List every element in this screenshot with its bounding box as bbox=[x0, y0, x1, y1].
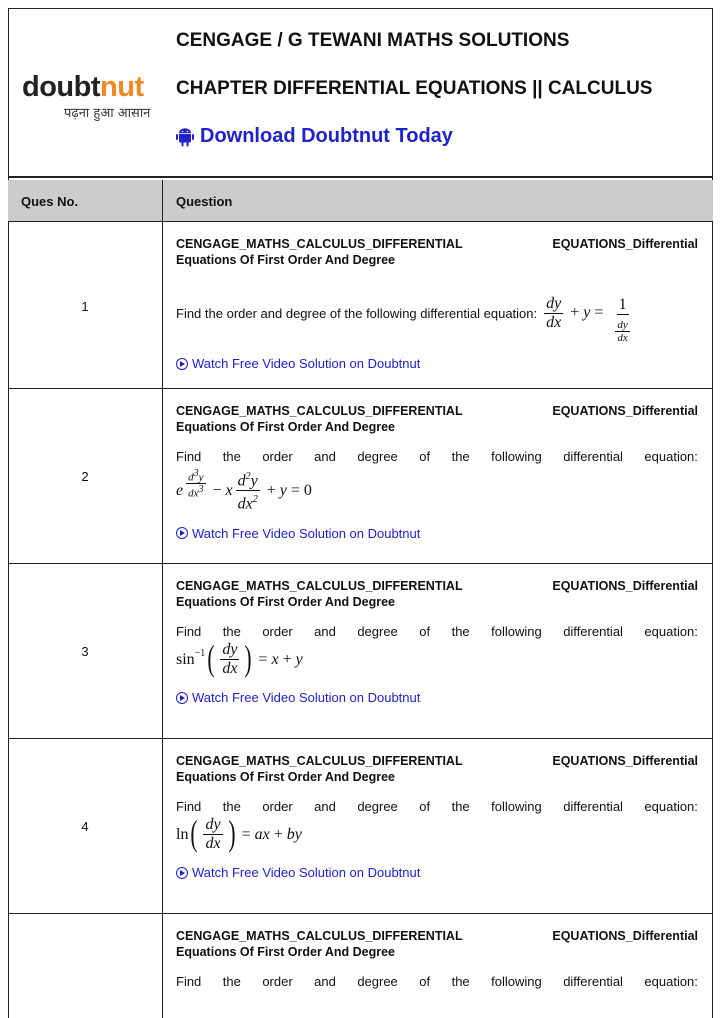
play-icon bbox=[176, 527, 188, 539]
question-number: 1 bbox=[81, 299, 89, 314]
equation: sin $^{-1}$ ( $\frac{dy}{dx}$ ) = x + y bbox=[176, 637, 303, 678]
question-cell bbox=[176, 236, 698, 371]
equation: e $\frac{d^3y}{dx^3}$ − x $\frac{d^2y}{dx^2}$ + y = 0 bbox=[176, 467, 312, 513]
question-cell bbox=[176, 928, 698, 989]
series-title: CENGAGE / G TEWANI MATHS SOLUTIONS bbox=[176, 30, 570, 51]
question-source: CENGAGE_MATHS_CALCULUS_DIFFERENTIAL EQUATIONS_Differential bbox=[176, 754, 698, 768]
question-source: CENGAGE_MATHS_CALCULUS_DIFFERENTIAL EQUATIONS_Differential bbox=[176, 404, 698, 418]
question-text: Find the order and degree of the following differential equation: bbox=[176, 624, 698, 639]
page-header bbox=[8, 8, 713, 178]
download-label: Download Doubtnut Today bbox=[200, 125, 453, 147]
table-header bbox=[8, 180, 713, 222]
question-source-line2: Equations Of First Order And Degree bbox=[176, 253, 396, 267]
question-text: Find the order and degree of the following differential equation: bbox=[176, 974, 698, 989]
question-text: Find the order and degree of the following differential equation: bbox=[176, 799, 698, 814]
watch-video-link[interactable]: Watch Free Video Solution on Doubtnut bbox=[176, 356, 698, 371]
equation: ln ( $\frac{dy}{dx}$ ) = ax + by bbox=[176, 812, 302, 853]
question-number: 3 bbox=[81, 644, 89, 659]
question-source-line2: Equations Of First Order And Degree bbox=[176, 945, 396, 959]
play-icon bbox=[176, 358, 188, 370]
android-icon bbox=[176, 127, 194, 147]
question-source-line2: Equations Of First Order And Degree bbox=[176, 420, 396, 434]
download-doubtnut-link[interactable] bbox=[176, 125, 453, 148]
watch-video-link[interactable]: Watch Free Video Solution on Doubtnut bbox=[176, 526, 698, 541]
watch-video-link[interactable]: Watch Free Video Solution on Doubtnut bbox=[176, 690, 698, 705]
chapter-title: CHAPTER DIFFERENTIAL EQUATIONS || CALCULUS bbox=[176, 78, 653, 99]
question-source-line2: Equations Of First Order And Degree bbox=[176, 770, 396, 784]
play-icon bbox=[176, 867, 188, 879]
play-icon bbox=[176, 692, 188, 704]
logo-tagline: पढ़ना हुआ आसान bbox=[64, 106, 151, 121]
table-row bbox=[8, 915, 713, 1018]
question-source-line2: Equations Of First Order And Degree bbox=[176, 595, 396, 609]
question-number: 4 bbox=[81, 819, 89, 834]
question-text: Find the order and degree of the following differential equation: bbox=[176, 449, 698, 464]
question-source: CENGAGE_MATHS_CALCULUS_DIFFERENTIAL EQUATIONS_Differential bbox=[176, 237, 698, 251]
question-source: CENGAGE_MATHS_CALCULUS_DIFFERENTIAL EQUATIONS_Differential bbox=[176, 579, 698, 593]
question-number: 2 bbox=[81, 469, 89, 484]
doubtnut-logo[interactable] bbox=[22, 70, 162, 126]
question-source: CENGAGE_MATHS_CALCULUS_DIFFERENTIAL EQUATIONS_Differential bbox=[176, 929, 698, 943]
table-row bbox=[8, 565, 713, 739]
equation: $\frac{dy}{dx}$ + y = $\frac{1}{\frac{dy}{dx}}$ bbox=[546, 294, 628, 344]
logo-wordmark: doubtnut bbox=[22, 71, 144, 103]
question-text: Find the order and degree of the following differential equation: $\frac{dy}{dx}$ + y = $\frac{1}{\frac{dy}{dx}}$ bbox=[176, 282, 698, 344]
question-cell bbox=[176, 403, 698, 541]
question-cell bbox=[176, 578, 698, 705]
table-row bbox=[8, 223, 713, 389]
table-row bbox=[8, 390, 713, 564]
question-cell bbox=[176, 753, 698, 880]
table-row bbox=[8, 740, 713, 914]
column-header-qno: Ques No. bbox=[21, 194, 79, 209]
watch-video-link[interactable]: Watch Free Video Solution on Doubtnut bbox=[176, 865, 698, 880]
column-header-question: Question bbox=[176, 194, 233, 209]
